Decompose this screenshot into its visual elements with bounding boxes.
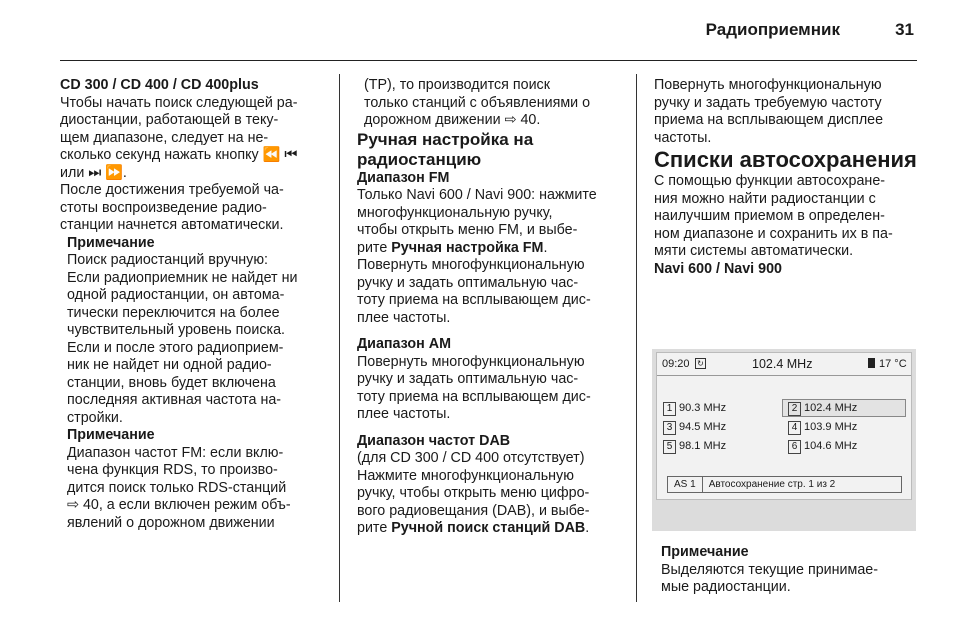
text-line: плее частоты. (357, 309, 451, 326)
note-body (67, 445, 324, 533)
page-title: Радиоприемник (705, 20, 840, 39)
text-line: ⇨ 40, а если включен режим объ- (67, 497, 291, 513)
heading-line: Ручная настройка на (357, 129, 534, 149)
text-line: Если и после этого радиоприем- (67, 339, 284, 356)
note-body (661, 562, 916, 597)
paragraph-search (60, 95, 324, 183)
preset-number: 6 (788, 440, 801, 454)
text-line: После достижения требуемой ча- (60, 182, 284, 198)
text-line: тически переключится на более (67, 304, 280, 321)
text-line: ном диапазоне и сохранить их в па- (654, 225, 893, 242)
preset-number: 5 (663, 440, 676, 454)
text-line: чтобы открыть меню FM, и выбе- (357, 222, 578, 238)
text-punct: . (543, 239, 548, 256)
clock-text: 09:20 (662, 358, 690, 370)
text-line: Нажмите многофункциональную (357, 467, 574, 484)
preset-button[interactable] (788, 419, 857, 435)
text-line: дится поиск только RDS-станций (67, 479, 287, 496)
preset-button-selected[interactable] (782, 399, 906, 417)
text-line: только станций с объявлениями о (364, 94, 591, 111)
note-manual-search (67, 235, 324, 533)
column-3 (654, 77, 919, 278)
temperature-text: 17 °C (879, 358, 907, 370)
refresh-icon: ↻ (695, 358, 706, 369)
dab-availability-note: (для CD 300 / CD 400 отсутствует) (357, 450, 585, 466)
paragraph-am (357, 354, 622, 424)
preset-number: 3 (663, 421, 676, 435)
text-line: Только Navi 600 / Navi 900: нажмите (357, 187, 597, 203)
text-line: Поиск радиостанций вручную: (67, 252, 269, 268)
column-1 (60, 77, 324, 532)
text-line: (TP), то производится поиск (364, 77, 550, 93)
text-line: Диапазон частот FM: если вклю- (67, 444, 284, 461)
menu-item-ref: Ручная настройка FM (391, 239, 544, 256)
text-line: вого радиовещания (DAB), и выбе- (357, 502, 590, 519)
paragraph-autoplay (60, 182, 324, 235)
paragraph-dab (357, 468, 622, 538)
text-line: тоту приема на всплывающем дис- (357, 292, 591, 308)
heading-line: радиостанцию (357, 149, 482, 169)
text-line: приема на всплывающем дисплее (654, 112, 884, 128)
text-line: Повернуть многофункциональную (357, 353, 585, 370)
text-line: сколько секунд нажать кнопку ⏪ ⏮ (60, 147, 298, 163)
text-line: ручку, чтобы открыть меню цифро- (357, 485, 590, 501)
display-panel (656, 352, 912, 500)
text-line: ручку и задать требуемую частоту (654, 94, 882, 111)
text-line: стоты воспроизведение радио- (60, 199, 267, 216)
phone-icon (868, 358, 875, 368)
text-line: частоты. (654, 129, 712, 146)
page-number: 31 (895, 20, 914, 39)
preset-frequency: 94.5 MHz (679, 421, 727, 433)
text-line: Повернуть многофункциональную (654, 77, 882, 93)
subheading-dab: Диапазон частот DAB (357, 432, 511, 449)
text-line: С помощью функции автосохране- (654, 173, 886, 189)
preset-button[interactable] (788, 438, 857, 454)
text-line: ник не найдет ни одной радио- (67, 357, 272, 373)
preset-button[interactable] (663, 400, 726, 416)
column-divider (339, 74, 340, 602)
text-line: рите (357, 239, 392, 256)
preset-frequency: 103.9 MHz (804, 421, 858, 433)
paragraph-fm-2 (357, 257, 622, 327)
paragraph-autostore (654, 173, 919, 261)
note-continuation (364, 77, 622, 130)
autostore-bar (667, 476, 902, 493)
column-divider (636, 74, 637, 602)
text-line: тоту приема на всплывающем дис- (357, 388, 591, 405)
text-line: диостанции, работающей в теку- (60, 112, 279, 128)
preset-frequency: 90.3 MHz (679, 402, 727, 414)
text-line: рите (357, 520, 392, 536)
text-line: мые радиостанции. (661, 579, 791, 595)
text-line: плее частоты. (357, 406, 451, 422)
preset-number: 1 (663, 402, 676, 416)
display-status-bar (657, 353, 911, 376)
preset-button[interactable] (663, 419, 726, 435)
page-header (60, 0, 917, 61)
column-2 (357, 77, 622, 538)
preset-frequency: 102.4 MHz (804, 402, 858, 414)
text-line: дорожном движении ⇨ 40. (364, 112, 541, 128)
text-line: стройки. (67, 409, 123, 426)
section-heading-autostore: Списки автосохранения (654, 147, 917, 172)
text-line: одной радиостанции, он автома- (67, 287, 285, 303)
note-title: Примечание (67, 427, 155, 443)
preset-button[interactable] (663, 438, 726, 454)
text-line: Выделяются текущие принимае- (661, 561, 879, 578)
paragraph-fm-1 (357, 187, 622, 257)
text-line: щем диапазоне, следует на не- (60, 129, 269, 146)
text-line: Чтобы начать поиск следующей ра- (60, 94, 298, 111)
text-line: мяти системы автоматически. (654, 243, 854, 259)
note-highlight (661, 544, 916, 597)
text-punct: . (585, 520, 590, 536)
text-line: или ⏭ ⏩. (60, 164, 127, 181)
text-line: Повернуть многофункциональную (357, 257, 585, 273)
text-line: станции начнется автоматически. (60, 217, 284, 233)
current-frequency: 102.4 MHz (752, 357, 813, 371)
autostore-list-button[interactable]: AS 1 (668, 477, 703, 492)
autostore-page-text: Автосохранение стр. 1 из 2 (708, 479, 836, 490)
menu-item-ref: Ручной поиск станций DAB (391, 520, 586, 536)
preset-number: 2 (788, 402, 801, 416)
note-title: Примечание (661, 544, 749, 560)
text-line: последняя активная частота на- (67, 392, 282, 408)
section-heading-manual (357, 130, 622, 170)
subheading-am: Диапазон AM (357, 336, 452, 352)
note-body (67, 252, 324, 427)
section-heading-cd: CD 300 / CD 400 / CD 400plus (60, 77, 259, 93)
paragraph-tune (654, 77, 919, 147)
preset-number: 4 (788, 421, 801, 435)
text-line: наилучшим приемом в определен- (654, 208, 885, 224)
text-line: ния можно найти радиостанции с (654, 190, 876, 207)
text-line: ручку и задать оптимальную час- (357, 371, 579, 387)
text-line: Если радиоприемник не найдет ни (67, 269, 298, 286)
text-line: ручку и задать оптимальную час- (357, 274, 579, 291)
text-line: станции, вновь будет включена (67, 374, 276, 391)
preset-frequency: 104.6 MHz (804, 440, 858, 452)
text-line: чена функция RDS, то произво- (67, 462, 278, 478)
note-title: Примечание (67, 234, 155, 251)
preset-frequency: 98.1 MHz (679, 440, 727, 452)
text-line: многофункциональную ручку, (357, 204, 553, 221)
text-line: чувствительный уровень поиска. (67, 322, 286, 338)
radio-display-screenshot (652, 349, 916, 531)
text-line: явлений о дорожном движении (67, 514, 275, 531)
subheading-navi: Navi 600 / Navi 900 (654, 260, 782, 277)
subheading-fm: Диапазон FM (357, 169, 450, 186)
